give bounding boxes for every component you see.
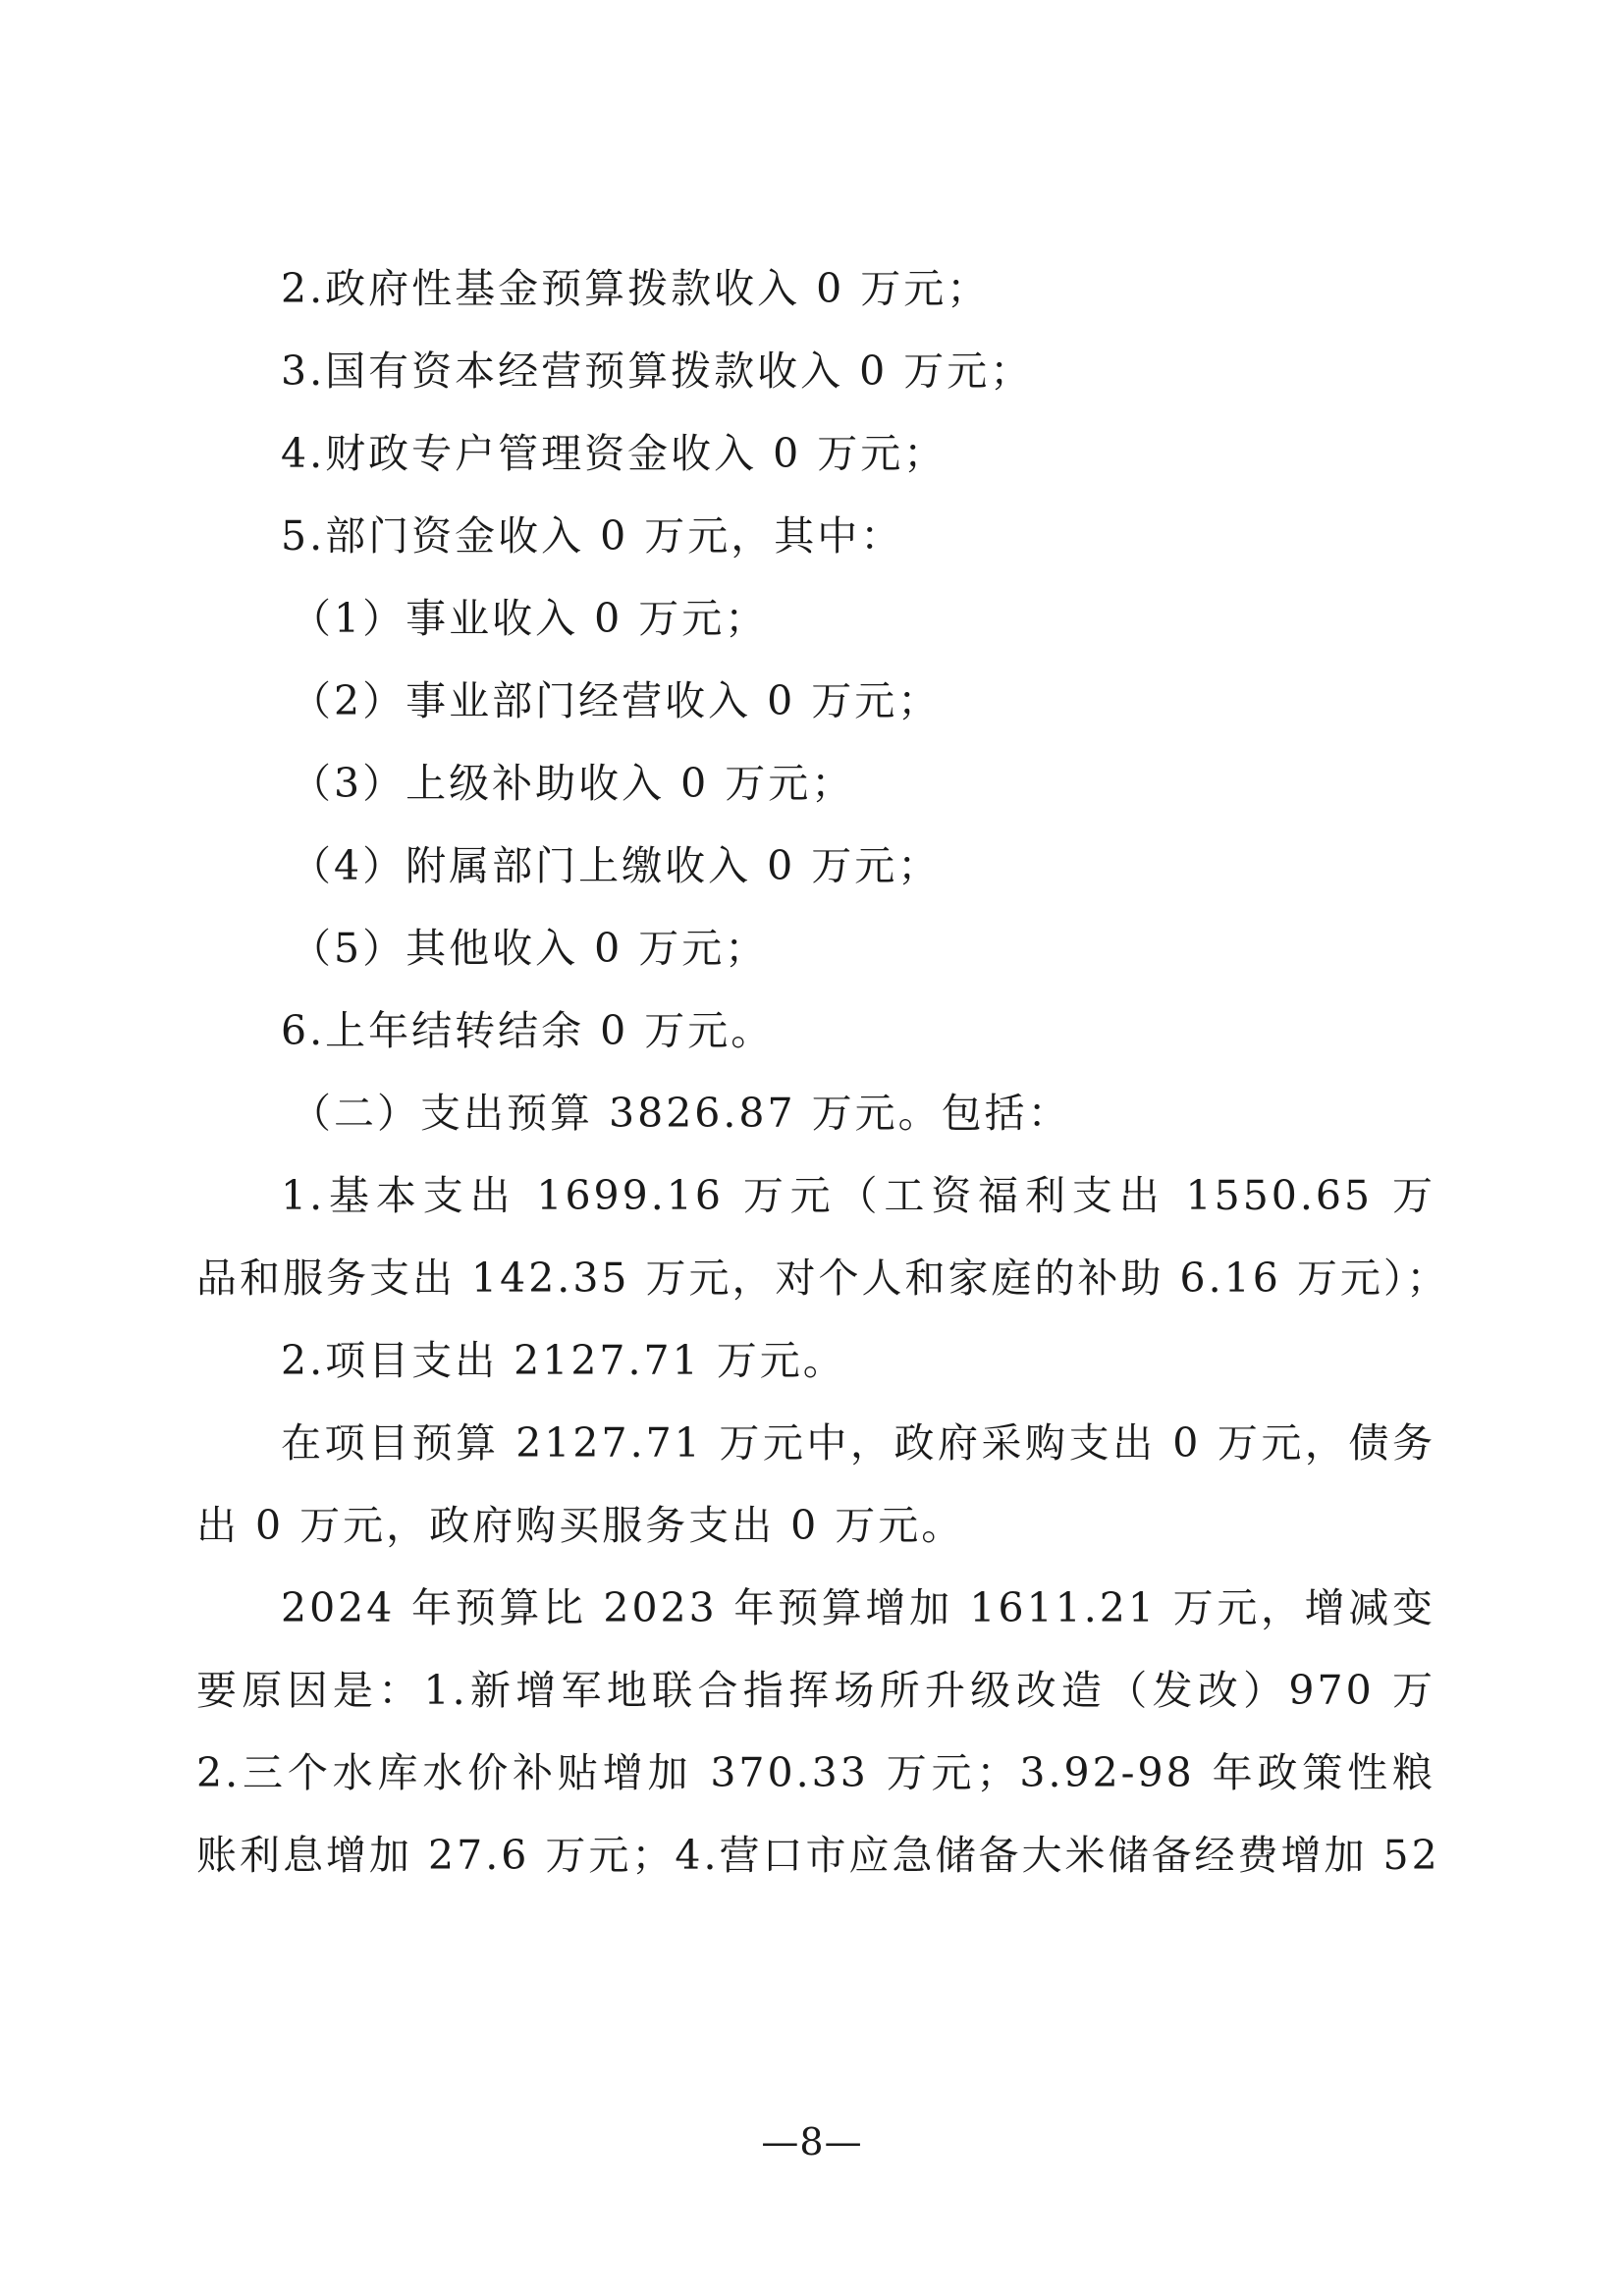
text-line-5: （1）事业收入 0 万元； bbox=[291, 595, 769, 642]
text-line-11: （二）支出预算 3826.87 万元。包括： bbox=[291, 1090, 1071, 1137]
text-line-2: 3.国有资本经营预算拨款收入 0 万元； bbox=[281, 347, 1034, 395]
text-line-19: 2.三个水库水价补贴增加 370.33 万元；3.92-98 年政策性粮 bbox=[196, 1749, 1435, 1796]
text-line-16: 出 0 万元，政府购买服务支出 0 万元。 bbox=[196, 1502, 965, 1549]
text-line-8: （4）附属部门上缴收入 0 万元； bbox=[291, 842, 942, 889]
page-number: —8— bbox=[761, 2120, 863, 2163]
text-line-6: （2）事业部门经营收入 0 万元； bbox=[291, 677, 942, 724]
text-line-10: 6.上年结转结余 0 万元。 bbox=[281, 1007, 775, 1054]
text-line-4: 5.部门资金收入 0 万元，其中： bbox=[281, 512, 904, 560]
text-line-3: 4.财政专户管理资金收入 0 万元； bbox=[281, 430, 947, 477]
text-line-17: 2024 年预算比 2023 年预算增加 1611.21 万元，增减变 bbox=[281, 1584, 1435, 1631]
text-line-18: 要原因是：1.新增军地联合指挥场所升级改造（发改）970 万 bbox=[196, 1667, 1435, 1714]
text-line-13: 品和服务支出 142.35 万元，对个人和家庭的补助 6.16 万元）； bbox=[196, 1255, 1450, 1302]
text-line-1: 2.政府性基金预算拨款收入 0 万元； bbox=[281, 265, 991, 312]
document-body bbox=[196, 247, 1450, 1896]
text-line-15: 在项目预算 2127.71 万元中，政府采购支出 0 万元，债务 bbox=[281, 1419, 1435, 1467]
text-line-12: 1.基本支出 1699.16 万元（工资福利支出 1550.65 万 bbox=[281, 1172, 1435, 1219]
text-line-7: （3）上级补助收入 0 万元； bbox=[291, 760, 855, 807]
text-line-20: 账利息增加 27.6 万元；4.营口市应急储备大米储备经费增加 52 bbox=[196, 1832, 1440, 1879]
text-line-9: （5）其他收入 0 万元； bbox=[291, 925, 769, 972]
text-line-14: 2.项目支出 2127.71 万元。 bbox=[281, 1337, 846, 1384]
